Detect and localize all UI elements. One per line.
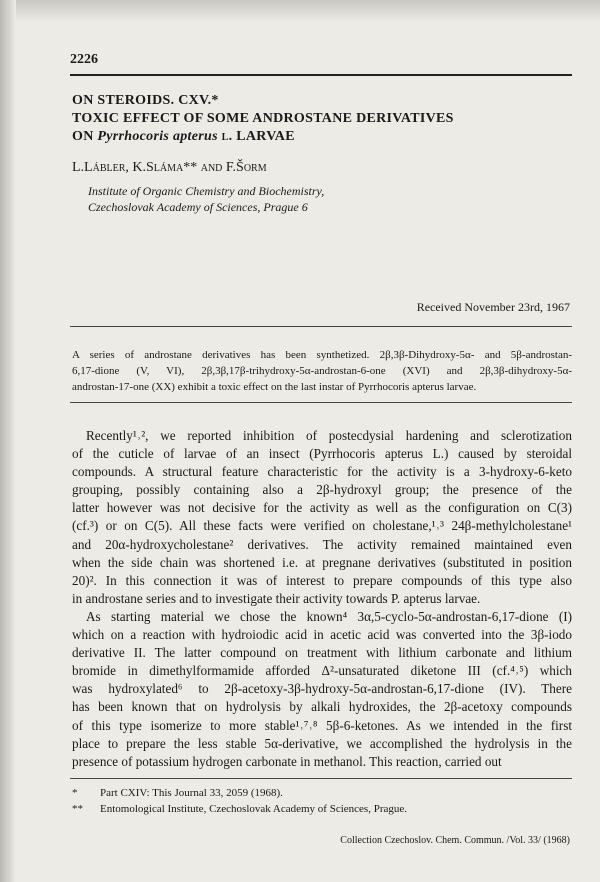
body-line: derivative II. The latter compound on treatment with lithium carbonate and lithium <box>72 645 572 661</box>
body-line: grouping, possibly containing also a 2β-hydroxyl group; the presence of the <box>72 482 572 498</box>
footnote-1-mark: * <box>72 787 78 799</box>
affiliation-line-1: Institute of Organic Chemistry and Biochemistry, <box>88 184 325 198</box>
abstract <box>72 347 572 395</box>
abstract-line: androstan-17-one (XX) exhibit a toxic effect on the last instar of Pyrrhocoris apterus larvae. <box>72 381 477 393</box>
abstract-line: 6,17-dione (V, VI), 2β,3β,17β-trihydroxy-5α-androstan-6-one (XVI) and 2β,3β-dihydroxy-5α- <box>72 365 572 377</box>
body-line: presence of potassium hydrogen carbonate in methanol. This reaction, carried out <box>72 753 502 769</box>
footnote-2-text: Entomological Institute, Czechoslovak Academy of Sciences, Prague. <box>100 803 408 815</box>
title-line-2: TOXIC EFFECT OF SOME ANDROSTANE DERIVATIVES <box>72 111 454 126</box>
abstract-line: A series of androstane derivatives has been synthetized. 2β,3β-Dihydroxy-5α- and 5β-androstan- <box>72 349 572 361</box>
body-line: As starting material we chose the known⁴ 3α,5-cyclo-5α-androstan-6,17-dione (I) <box>86 608 572 624</box>
footnote-2 <box>72 803 407 815</box>
footnote-rule <box>70 778 572 779</box>
title-line-1: ON STEROIDS. CXV.* <box>72 93 219 108</box>
body-line: and 20α-hydroxycholestane² derivatives. The activity remained maintained even <box>72 536 572 552</box>
title-line-3-suffix: LARVAE <box>232 129 295 144</box>
body-line: when the side chain was shortened i.e. at pregnane derivatives (substituted in position <box>72 554 572 570</box>
footnote-1 <box>72 787 283 799</box>
received-date: Received November 23rd, 1967 <box>416 300 570 314</box>
body-line: in androstane series and to investigate their activity towards P. apterus larvae. <box>72 590 481 606</box>
body-line: which on a reaction with hydroiodic acid in acetic acid was converted into the 3β-iodo <box>72 627 572 643</box>
title-line-3-prefix: ON <box>72 129 98 144</box>
body-line: was hydroxylated⁶ to 2β-acetoxy-3β-hydroxy-5α-androstan-6,17-dione (IV). There <box>72 681 572 697</box>
body-line: compounds. A structural feature characteristic for the activity is a 3-hydroxy-6-keto <box>72 464 572 480</box>
abstract-rule-top <box>70 326 572 327</box>
body-line: of this type isomerize to more stable¹˒⁷˒⁸ 5β-6-ketones. As we intended in the first <box>72 717 572 733</box>
page-number: 2226 <box>70 52 98 67</box>
body-line: 20)². In this connection it was of interest to prepare compounds of this type also <box>72 572 572 588</box>
header-rule <box>70 74 572 76</box>
scan-shadow-left <box>0 0 16 882</box>
body-line: bromide in dimethylformamide afforded Δ²-unsaturated diketone III (cf.⁴˒⁵) which <box>72 663 572 679</box>
footnote-2-mark: ** <box>72 803 83 815</box>
scan-shadow-top <box>0 0 600 22</box>
authors: L.Lábler, K.Sláma** and F.Šorm <box>72 160 267 175</box>
body-line: place to prepare the less stable 5α-derivative, we accomplished the hydrolysis in the <box>72 735 572 751</box>
body-line: (cf.³) or on C(5). All these facts were verified on cholestane,¹˒³ 24β-methylcholestane¹ <box>72 518 572 534</box>
body-line: Recently¹˒², we reported inhibition of postecdysial hardening and sclerotization <box>86 428 572 443</box>
abstract-rule-bottom <box>70 402 572 403</box>
body-line: latter however was not decisive for the activity as well as the configuration on C(3) <box>72 500 572 516</box>
body-line: has been known that on hydrolysis by alkali hydroxides, the 2β-acetoxy compounds <box>72 699 572 715</box>
body-line: of the cuticle of larvae of an insect (Pyrrhocoris apterus L.) caused by steroidal <box>72 446 572 462</box>
affiliation-line-2: Czechoslovak Academy of Sciences, Prague 6 <box>88 200 308 214</box>
title-species: Pyrrhocoris apterus <box>97 129 218 144</box>
title-author-abbrev: l. <box>217 129 233 144</box>
footnote-1-text: Part CXIV: This Journal 33, 2059 (1968). <box>100 787 283 799</box>
body-text <box>72 427 572 771</box>
title-line-3 <box>72 129 295 145</box>
journal-citation: Collection Czechoslov. Chem. Commun. /Vol. 33/ (1968) <box>340 835 570 846</box>
